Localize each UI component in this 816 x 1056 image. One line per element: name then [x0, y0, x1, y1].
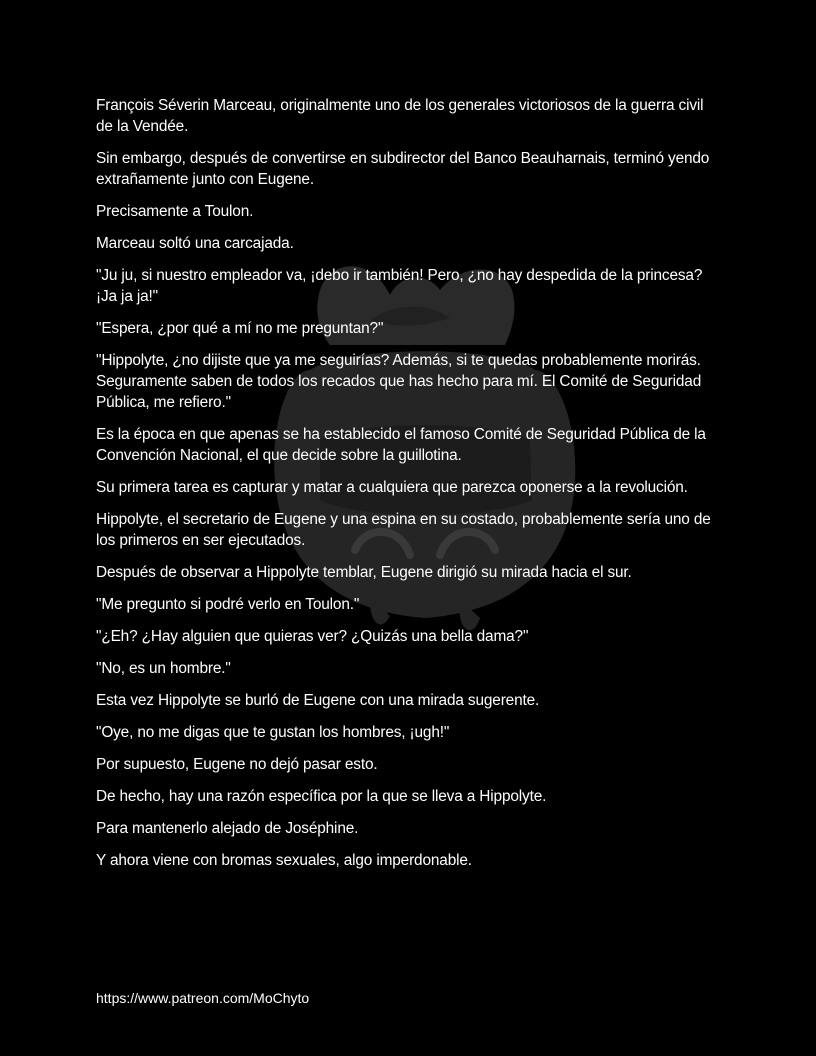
paragraph: Por supuesto, Eugene no dejó pasar esto. [96, 756, 378, 773]
paragraph: Para mantenerlo alejado de Joséphine. [96, 820, 359, 837]
paragraph: Precisamente a Toulon. [96, 203, 254, 220]
document-body [96, 95, 721, 882]
paragraph: "Hippolyte, ¿no dijiste que ya me seguirías? Además, si te quedas probablemente morirás. Seguramente saben de todos los recados que has hecho para mí. El Comité de Seguridad Pública, me refiero." [96, 352, 702, 411]
paragraph: Sin embargo, después de convertirse en subdirector del Banco Beauharnais, terminó yendo extrañamente junto con Eugene. [96, 150, 710, 188]
paragraph: Su primera tarea es capturar y matar a cualquiera que parezca oponerse a la revolución. [96, 479, 688, 496]
paragraph: "Oye, no me digas que te gustan los hombres, ¡ugh!" [96, 724, 450, 741]
paragraph: De hecho, hay una razón específica por la que se lleva a Hippolyte. [96, 788, 547, 805]
paragraph: Marceau soltó una carcajada. [96, 235, 294, 252]
paragraph: Esta vez Hippolyte se burló de Eugene con una mirada sugerente. [96, 692, 540, 709]
paragraph: Es la época en que apenas se ha establecido el famoso Comité de Seguridad Pública de la Convención Nacional, el que decide sobre la guillotina. [96, 426, 706, 464]
paragraph: Y ahora viene con bromas sexuales, algo imperdonable. [96, 852, 472, 869]
paragraph: François Séverin Marceau, originalmente uno de los generales victoriosos de la guerra civil de la Vendée. [96, 97, 704, 135]
paragraph: "Me pregunto si podré verlo en Toulon." [96, 596, 360, 613]
paragraph: "No, es un hombre." [96, 660, 231, 677]
paragraph: "Espera, ¿por qué a mí no me preguntan?" [96, 320, 384, 337]
paragraph: Hippolyte, el secretario de Eugene y una espina en su costado, probablemente sería uno de los primeros en ser ejecutados. [96, 511, 711, 549]
patreon-link[interactable]: https://www.patreon.com/MoChyto [96, 990, 310, 1006]
paragraph: Después de observar a Hippolyte temblar, Eugene dirigió su mirada hacia el sur. [96, 564, 632, 581]
paragraph: "Ju ju, si nuestro empleador va, ¡debo ir también! Pero, ¿no hay despedida de la princesa? ¡Ja ja ja!" [96, 267, 703, 305]
paragraph: "¿Eh? ¿Hay alguien que quieras ver? ¿Quizás una bella dama?" [96, 628, 529, 645]
